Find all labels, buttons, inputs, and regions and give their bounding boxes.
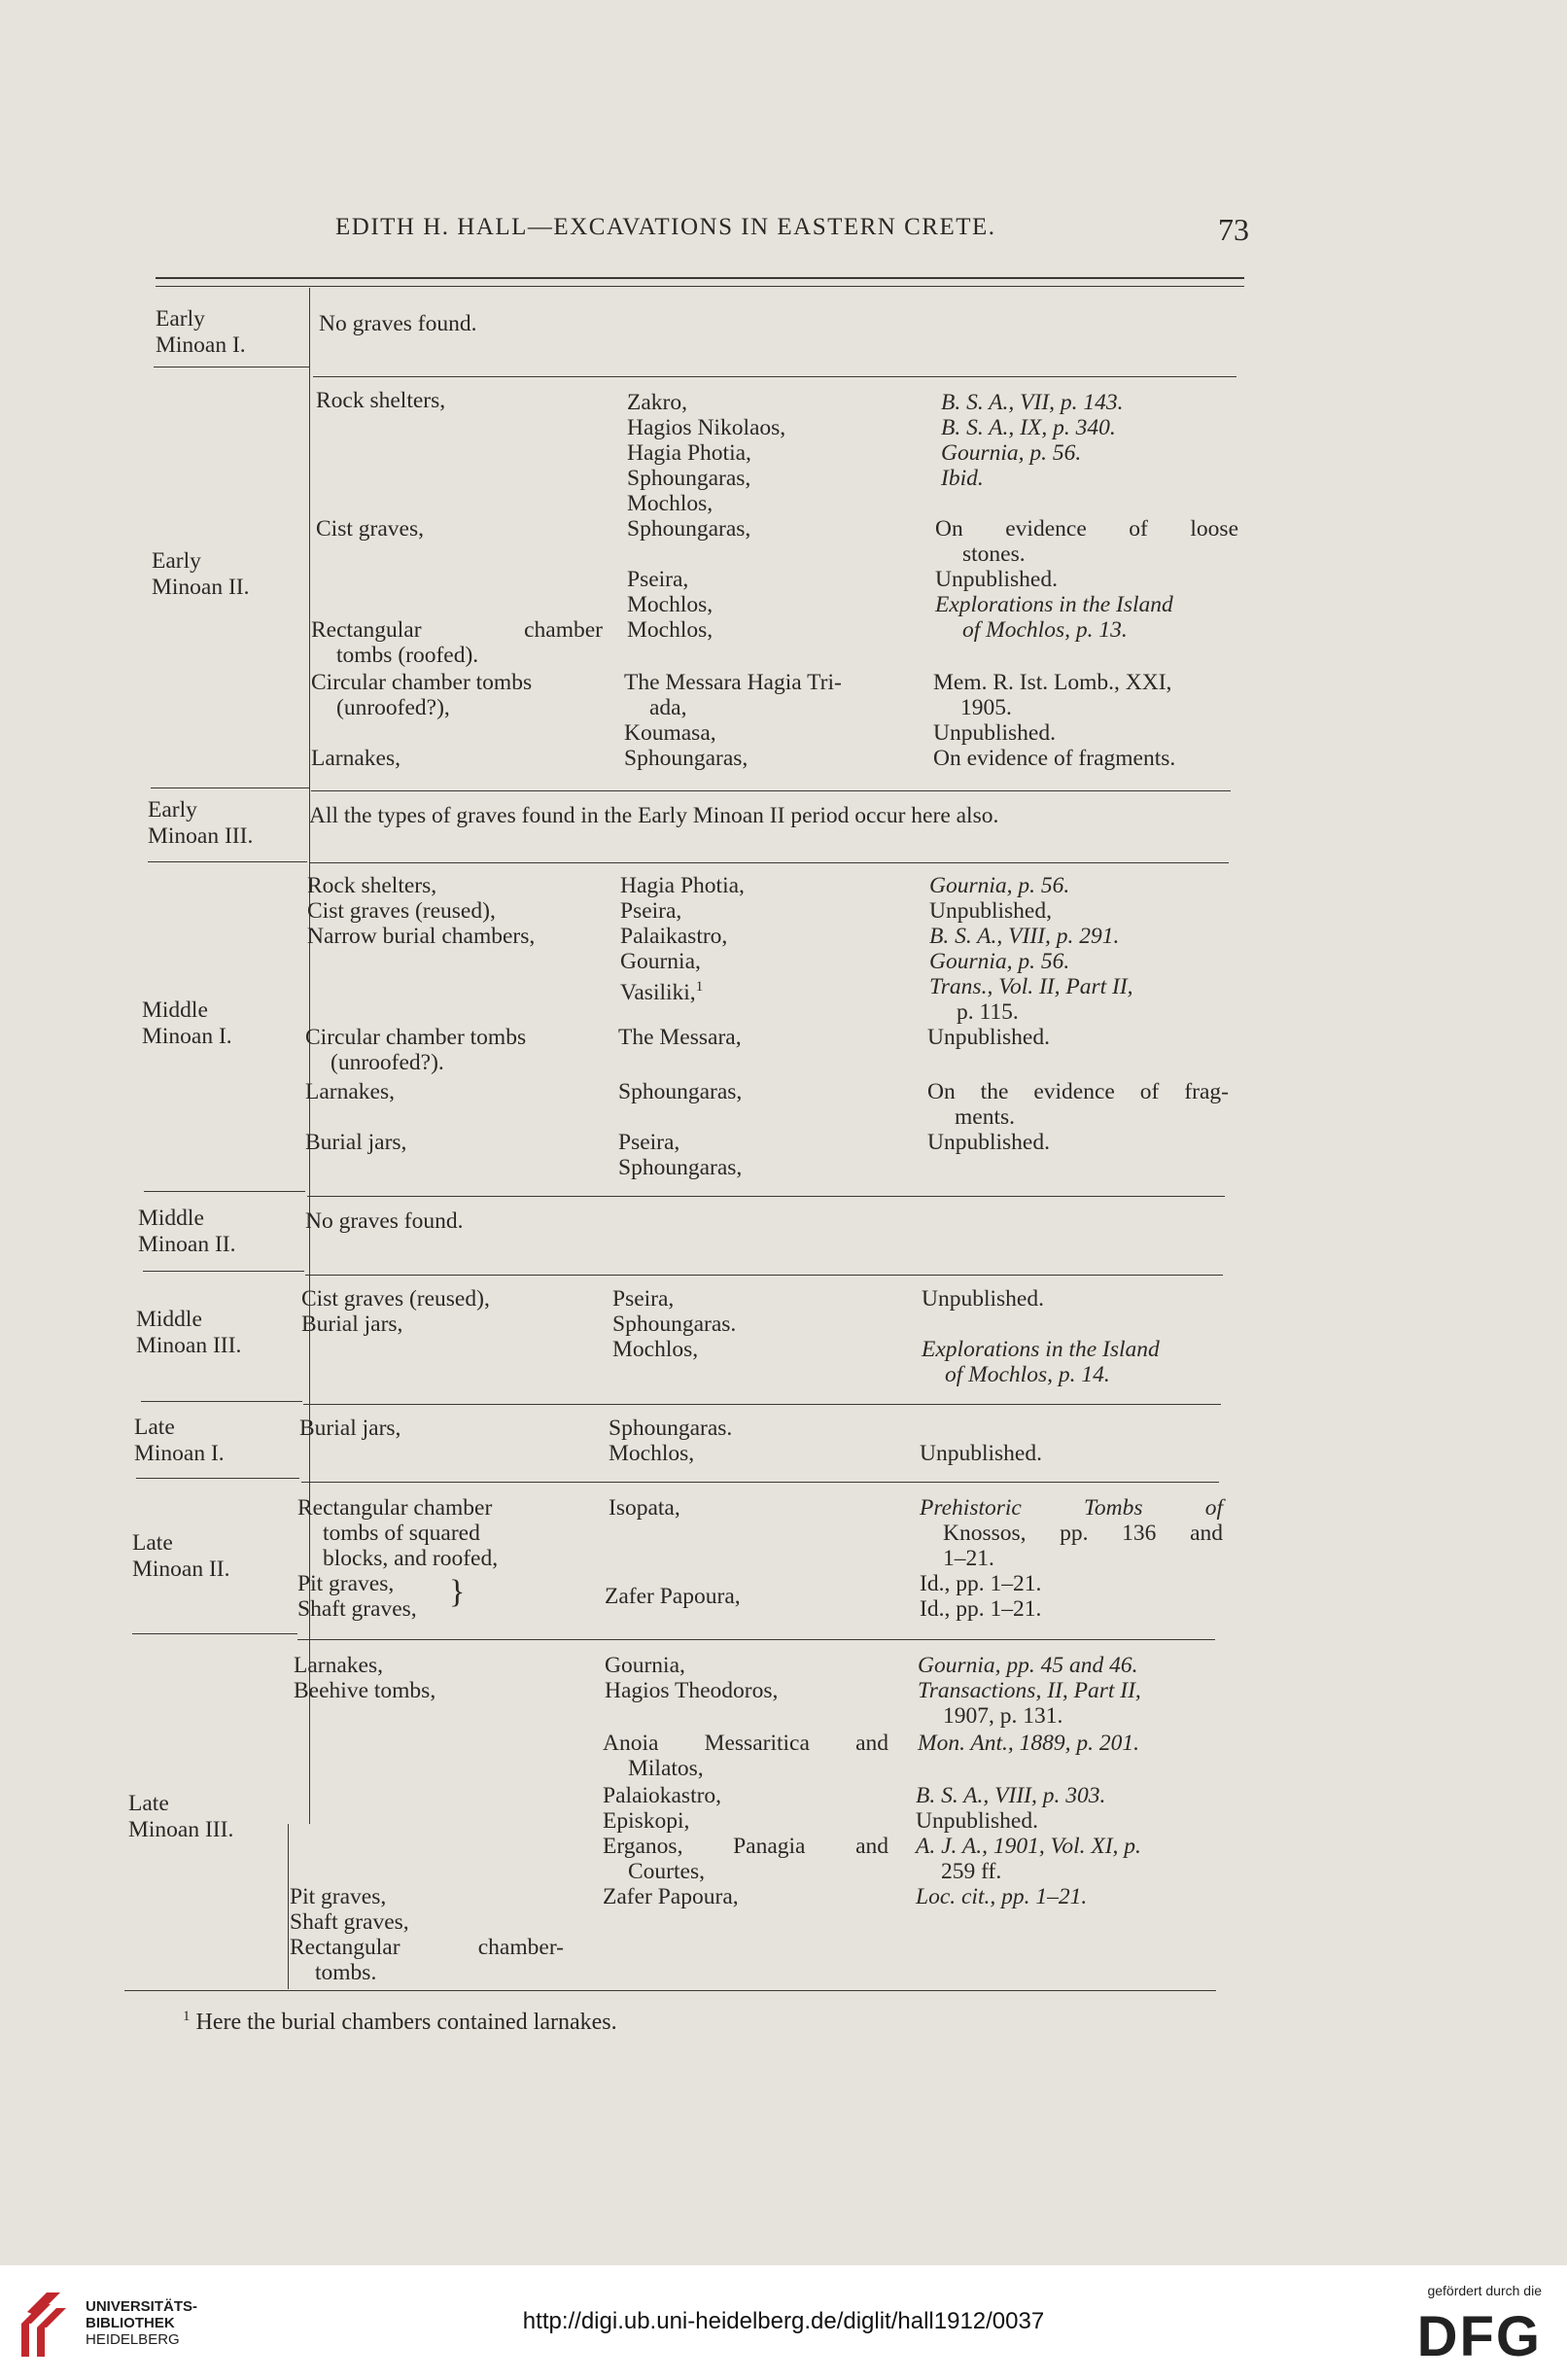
sponsor-caption: gefördert durch die (1427, 2283, 1542, 2298)
table-cell: Larnakes, (305, 1079, 395, 1104)
top-rule-thin (156, 286, 1244, 287)
table-cell: Trans., Vol. II, Part II, (929, 974, 1133, 999)
table-cell: (unroofed?). (331, 1050, 444, 1075)
top-rule (156, 277, 1244, 279)
table-cell (620, 974, 703, 1005)
table-cell: Larnakes, (311, 746, 400, 771)
table-cell: Rectangular chamber- (290, 1935, 564, 1960)
table-cell: of Mochlos, p. 14. (945, 1362, 1110, 1387)
table-cell: Gournia, pp. 45 and 46. (918, 1653, 1138, 1678)
period-label (128, 1791, 233, 1843)
table-cell: Id., pp. 1–21. (920, 1571, 1042, 1596)
table-cell: Mochlos, (609, 1441, 695, 1466)
period-label-text: Middle Minoan I. (142, 998, 232, 1049)
table-cell: p. 115. (957, 999, 1019, 1025)
table-cell: Cist graves, (316, 516, 424, 542)
table-cell: Isopata, (609, 1495, 680, 1521)
table-cell: Mochlos, (627, 491, 714, 516)
row-rule (303, 1404, 1221, 1405)
table-cell: of Mochlos, p. 13. (962, 617, 1128, 643)
table-cell: Courtes, (628, 1859, 705, 1884)
table-cell: Narrow burial chambers, (307, 924, 536, 949)
row-rule (311, 790, 1231, 791)
table-cell: Loc. cit., pp. 1–21. (916, 1884, 1088, 1909)
period-label (142, 998, 232, 1050)
table-cell: Zafer Papoura, (605, 1584, 741, 1609)
table-cell: Sphoungaras. (609, 1416, 733, 1441)
table-cell: Palaiokastro, (603, 1783, 722, 1808)
period-label (138, 1206, 236, 1258)
running-head: EDITH H. HALL—EXCAVATIONS IN EASTERN CRETE. (335, 214, 996, 240)
table-cell: 1905. (960, 695, 1012, 720)
table-cell: Gournia, p. 56. (929, 873, 1070, 898)
table-cell: Gournia, p. 56. (929, 949, 1070, 974)
table-cell: B. S. A., VIII, p. 291. (929, 924, 1120, 949)
table-cell: Rock shelters, (307, 873, 437, 898)
page-number: 73 (1218, 212, 1249, 247)
table-cell: Rectangular chamber (311, 617, 603, 643)
table-cell: Id., pp. 1–21. (920, 1596, 1042, 1622)
table-cell: Gournia, (620, 949, 701, 974)
table-cell: Zafer Papoura, (603, 1884, 739, 1909)
table-cell: (unroofed?), (336, 695, 450, 720)
row-rule (305, 1275, 1223, 1276)
table-cell: Burial jars, (301, 1312, 403, 1337)
table-cell: Pseira, (618, 1130, 680, 1155)
table-cell: Hagios Theodoros, (605, 1678, 779, 1703)
permalink-url[interactable]: http://digi.ub.uni-heidelberg.de/diglit/hall1912/0037 (522, 2308, 1045, 2334)
table-cell: Explorations in the Island (922, 1337, 1160, 1362)
table-cell: Sphoungaras, (627, 516, 751, 542)
period-label-text: Late Minoan III. (128, 1791, 234, 1842)
table-cell: Pseira, (612, 1286, 675, 1312)
table-cell: ada, (649, 695, 687, 720)
table-cell: On the evidence of frag- (927, 1079, 1229, 1104)
viewer-footer (0, 2265, 1567, 2380)
table-cell: Zakro, (627, 390, 687, 415)
table-cell: Cist graves (reused), (307, 898, 496, 924)
brace-glyph: } (449, 1574, 466, 1610)
table-cell: Cist graves (reused), (301, 1286, 490, 1312)
table-cell: tombs (roofed). (336, 643, 479, 668)
table-cell: Mochlos, (627, 617, 714, 643)
period-label (136, 1307, 241, 1359)
table-cell: Pseira, (620, 898, 682, 924)
footnote-marker: 1 (183, 2009, 191, 2024)
table-cell: Unpublished. (920, 1441, 1042, 1466)
table-cell: Milatos, (628, 1756, 704, 1781)
period-label-text: Late Minoan I. (134, 1415, 225, 1466)
period-label (156, 306, 246, 359)
table-cell: Sphoungaras. (612, 1312, 737, 1337)
period-label-text: Early Minoan I. (156, 306, 246, 358)
table-cell: Unpublished. (922, 1286, 1044, 1312)
table-cell: Episkopi, (603, 1808, 690, 1834)
table-cell: stones. (962, 542, 1026, 567)
library-name-line: UNIVERSITÄTS- (86, 2298, 198, 2315)
table-cell: Shaft graves, (297, 1596, 417, 1622)
table-cell: Burial jars, (305, 1130, 407, 1155)
table-cell: On evidence of fragments. (933, 746, 1176, 771)
table-cell (943, 1521, 1223, 1546)
period-label (134, 1415, 225, 1467)
row-rule (307, 1196, 1225, 1197)
table-cell: Rock shelters, (316, 388, 446, 413)
table-cell: Gournia, p. 56. (941, 440, 1082, 466)
period-rule (144, 1191, 305, 1192)
period-label-text: Late Minoan II. (132, 1530, 230, 1582)
table-cell: Transactions, II, Part II, (918, 1678, 1141, 1703)
table-cell: Mem. R. Ist. Lomb., XXI, (933, 670, 1172, 695)
table-cell: Larnakes, (294, 1653, 383, 1678)
table-cell: Mochlos, (627, 592, 714, 617)
table-cell: Erganos, Panagia and (603, 1834, 888, 1859)
table-cell: No graves found. (319, 311, 477, 336)
table-cell: B. S. A., IX, p. 340. (941, 415, 1116, 440)
table-cell: Explorations in the Island (935, 592, 1173, 617)
table-cell: Hagia Photia, (627, 440, 751, 466)
period-rule (143, 1271, 304, 1272)
table-cell: Koumasa, (624, 720, 716, 746)
table-cell: All the types of graves found in the Early Minoan II period occur here also. (309, 803, 999, 828)
period-label-text: Middle Minoan II. (138, 1206, 236, 1257)
table-cell: No graves found. (305, 1208, 464, 1234)
table-cell: Sphoungaras, (618, 1079, 743, 1104)
table-cell: ments. (955, 1104, 1016, 1130)
table-cell: Pit graves, (290, 1884, 387, 1909)
table-cell: B. S. A., VIII, p. 303. (916, 1783, 1106, 1808)
table-cell: Pseira, (627, 567, 689, 592)
table-cell: A. J. A., 1901, Vol. XI, p. (916, 1834, 1141, 1859)
table-cell: 1–21. (943, 1546, 994, 1571)
table-cell: Ibid. (941, 466, 984, 491)
table-cell: Anoia Messaritica and (603, 1731, 888, 1756)
table-cell: Palaikastro, (620, 924, 728, 949)
table-cell: tombs. (315, 1960, 377, 1985)
period-label (152, 548, 250, 601)
period-label (132, 1530, 230, 1583)
column-divider (288, 1824, 289, 1989)
table-cell: 1907, p. 131. (943, 1703, 1063, 1729)
table-cell: On evidence of loose (935, 516, 1238, 542)
table-cell: Sphoungaras, (627, 466, 751, 491)
period-rule (124, 1990, 1216, 1991)
period-label-text: Early Minoan II. (152, 548, 250, 600)
table-cell: Burial jars, (299, 1416, 401, 1441)
table-cell: 259 ff. (941, 1859, 1002, 1884)
table-cell: Gournia, (605, 1653, 685, 1678)
footnote-text: Here the burial chambers contained larnakes. (195, 2010, 617, 2035)
table-cell: Mon. Ant., 1889, p. 201. (918, 1731, 1140, 1756)
table-cell: Pit graves, (297, 1571, 395, 1596)
table-cell: Unpublished. (927, 1025, 1050, 1050)
table-cell: Circular chamber tombs (311, 670, 533, 695)
period-rule (141, 1401, 302, 1402)
period-label (148, 797, 253, 850)
table-cell: Unpublished, (929, 898, 1052, 924)
table-cell: Circular chamber tombs (305, 1025, 527, 1050)
table-cell: Hagios Nikolaos, (627, 415, 786, 440)
table-cell-text: Knossos, pp. 136 and (943, 1521, 1223, 1546)
library-name-line: HEIDELBERG (86, 2331, 180, 2348)
library-name-line: BIBLIOTHEK (86, 2315, 175, 2331)
table-cell: B. S. A., VII, p. 143. (941, 390, 1124, 415)
period-rule (132, 1633, 297, 1634)
table-cell: blocks, and roofed, (323, 1546, 499, 1571)
table-cell: Hagia Photia, (620, 873, 745, 898)
row-rule (297, 1639, 1215, 1640)
table-cell: Unpublished. (927, 1130, 1050, 1155)
footnote (183, 2009, 617, 2036)
table-cell: Sphoungaras, (618, 1155, 743, 1180)
row-rule (309, 862, 1229, 863)
table-cell: Beehive tombs, (294, 1678, 436, 1703)
table-cell: Prehistoric Tombs of (920, 1495, 1223, 1521)
table-cell: tombs of squared (323, 1521, 480, 1546)
period-label-text: Early Minoan III. (148, 797, 254, 849)
dfg-logo[interactable]: DFG (1416, 2305, 1542, 2368)
table-cell: Shaft graves, (290, 1909, 409, 1935)
table-cell: Sphoungaras, (624, 746, 749, 771)
period-rule (154, 367, 309, 368)
table-cell: Mochlos, (612, 1337, 699, 1362)
table-cell: Unpublished. (935, 567, 1058, 592)
table-cell: Unpublished. (933, 720, 1056, 746)
footnote-marker: 1 (695, 979, 704, 995)
row-rule (301, 1482, 1219, 1483)
period-rule (148, 861, 307, 862)
table-cell: The Messara, (618, 1025, 742, 1050)
table-cell: Rectangular chamber (297, 1495, 493, 1521)
table-cell: Unpublished. (916, 1808, 1038, 1834)
period-label-text: Middle Minoan III. (136, 1307, 242, 1358)
period-rule (136, 1478, 299, 1479)
table-cell-text: Vasiliki, (620, 979, 696, 1005)
table-cell: The Messara Hagia Tri- (624, 670, 842, 695)
row-rule (313, 376, 1236, 377)
